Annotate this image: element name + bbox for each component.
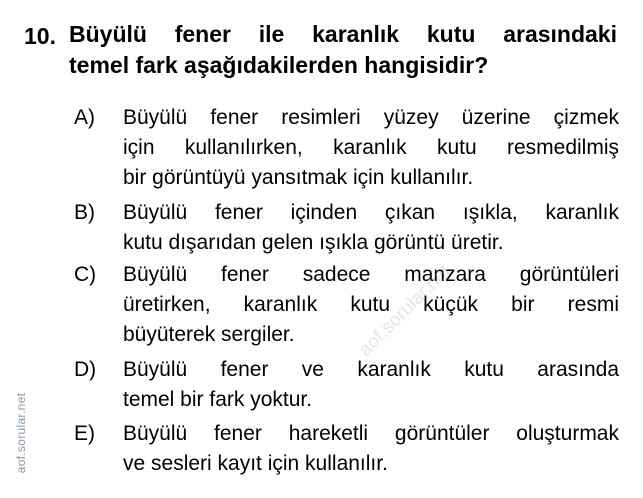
option-d-text — [123, 355, 619, 415]
option-b-line-1: Büyülü fener içinden çıkan ışıkla, karanlık — [123, 201, 619, 224]
option-e-line-1: Büyülü fener hareketli görüntüler oluşturmak — [123, 422, 619, 445]
option-e-text — [123, 419, 619, 479]
option-a-text — [123, 103, 619, 193]
option-a-line-2: için kullanılırken, karanlık kutu resmedilmiş — [123, 136, 619, 159]
option-b-letter: B) — [74, 201, 95, 224]
option-b-line-2: kutu dışarıdan gelen ışıkla görüntü üretir. — [123, 231, 504, 254]
option-c-line-2: üretirken, karanlık kutu küçük bir resmi — [123, 293, 619, 316]
option-c-line-3: büyüterek sergiler. — [123, 323, 295, 346]
question-text — [69, 19, 617, 81]
option-d-line-2: temel bir fark yoktur. — [123, 388, 313, 411]
option-a-line-3: bir görüntüyü yansıtmak için kullanılır. — [123, 166, 474, 189]
option-d-letter: D) — [74, 358, 97, 381]
diagonal-watermark: aof.sorular.net — [354, 260, 455, 361]
option-d-line-1: Büyülü fener ve karanlık kutu arasında — [123, 358, 619, 381]
side-watermark: aof.sorular.net — [14, 392, 28, 474]
option-a-letter: A) — [74, 106, 95, 129]
option-e-line-2: ve sesleri kayıt için kullanılır. — [123, 452, 388, 475]
option-b-text — [123, 198, 619, 258]
option-e-letter: E) — [74, 422, 95, 445]
option-c-letter: C) — [74, 263, 97, 286]
question-line-1: Büyülü fener ile karanlık kutu arasındaki — [69, 21, 617, 47]
question-line-2: temel fark aşağıdakilerden hangisidir? — [69, 52, 489, 78]
question-number: 10. — [24, 23, 56, 49]
option-a-line-1: Büyülü fener resimleri yüzey üzerine çizmek — [123, 106, 619, 129]
option-c-line-1: Büyülü fener sadece manzara görüntüleri — [123, 263, 619, 286]
